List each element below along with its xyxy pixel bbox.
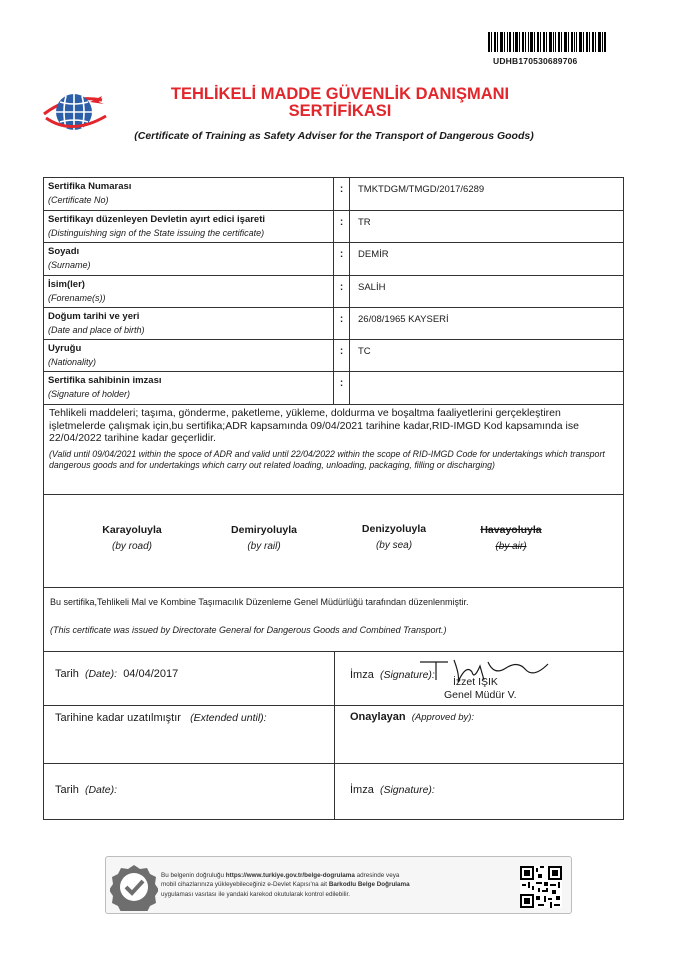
label-en: (Distinguishing sign of the State issuing the certificate) xyxy=(48,228,265,238)
issued-by-section xyxy=(43,588,624,652)
issued-text-en: (This certificate was issued by Directorate General for Dangerous Goods and Combined Transport.) xyxy=(50,625,447,635)
info-row-holder-signature xyxy=(44,372,623,404)
issued-text-tr: Bu sertifika,Tehlikeli Mal ve Kombine Taşımacılık Düzenleme Genel Müdürlüğü tarafından düzenlenmiştir. xyxy=(50,597,469,607)
info-colon: : xyxy=(334,308,350,339)
info-colon: : xyxy=(334,340,350,371)
holder-signature-value xyxy=(350,372,623,404)
label-en: (Date and place of birth) xyxy=(48,325,145,335)
info-label xyxy=(44,243,334,275)
approved-by xyxy=(350,711,474,723)
mode-rail xyxy=(214,524,314,552)
certificate-subtitle: (Certificate of Training as Safety Adviser for the Transport of Dangerous Goods) xyxy=(134,130,534,142)
mode-label-tr: Demiryoluyla xyxy=(231,524,297,536)
mode-sea xyxy=(344,523,444,551)
extended-label: Tarihine kadar uzatılmıştır xyxy=(55,712,181,724)
approved-label-en: (Approved by): xyxy=(411,712,475,723)
label-en: (Certificate No) xyxy=(48,195,109,205)
date-label: Tarih xyxy=(55,668,79,680)
label-en: (Forename(s)) xyxy=(48,293,106,303)
label-tr: Soyadı xyxy=(48,246,80,257)
verification-text xyxy=(161,871,516,899)
sign-label: İmza xyxy=(350,669,374,681)
barcode-number: UDHB170530689706 xyxy=(493,56,578,66)
verified-badge-icon xyxy=(110,863,158,911)
grid-divider-horizontal xyxy=(44,705,623,706)
grid-divider-vertical xyxy=(334,652,335,820)
date-value: 04/04/2017 xyxy=(123,668,179,680)
info-row-certificate-no xyxy=(44,178,623,211)
info-row-state-sign xyxy=(44,211,623,243)
globe-logo-icon xyxy=(40,84,110,136)
info-colon: : xyxy=(334,243,350,275)
validity-section xyxy=(43,403,624,495)
label-tr: Sertifika Numarası xyxy=(48,181,132,192)
holder-info-table xyxy=(43,177,624,405)
info-row-surname xyxy=(44,243,623,276)
second-signature xyxy=(350,784,435,796)
mode-air xyxy=(461,524,561,552)
date2-label: Tarih xyxy=(55,784,79,796)
title-line-1: TEHLİKELİ MADDE GÜVENLİK DANIŞMANI xyxy=(170,85,510,103)
sign2-label: İmza xyxy=(350,784,374,796)
forename-value: SALİH xyxy=(358,282,386,293)
barcode xyxy=(488,32,606,52)
signer-name: İzzet IŞIK xyxy=(453,676,498,688)
signer xyxy=(444,676,517,701)
certificate-title xyxy=(130,86,550,120)
extended-until xyxy=(55,712,267,724)
certificate-no-value: TMKTDGM/TMGD/2017/6289 xyxy=(358,184,485,195)
info-label xyxy=(44,178,334,210)
footer-text-1: Bu belgenin doğruluğu xyxy=(161,872,226,879)
info-colon: : xyxy=(334,276,350,307)
grid-divider-horizontal xyxy=(44,763,623,764)
issue-date xyxy=(55,668,178,680)
date-label-en: (Date): xyxy=(84,668,118,680)
verification-url[interactable]: https://www.turkiye.gov.tr/belge-dogrulama xyxy=(225,872,355,879)
signer-title: Genel Müdür V. xyxy=(444,688,517,701)
label-tr: Doğum tarihi ve yeri xyxy=(48,311,140,322)
info-row-forename xyxy=(44,276,623,308)
mode-label-tr: Karayoluyla xyxy=(102,524,162,536)
info-colon: : xyxy=(334,372,350,404)
sign-label-en: (Signature): xyxy=(379,669,435,681)
date2-label-en: (Date): xyxy=(84,784,118,796)
surname-value: DEMİR xyxy=(358,249,389,260)
footer-text-4: uygulaması vasıtası ile yandaki karekod okutularak kontrol edilebilir. xyxy=(161,890,351,898)
info-label xyxy=(44,276,334,307)
sign2-label-en: (Signature): xyxy=(379,784,435,796)
info-label xyxy=(44,372,334,404)
birth-value: 26/08/1965 KAYSERİ xyxy=(358,314,449,325)
label-tr: Uyruğu xyxy=(48,343,82,354)
title-line-2: SERTİFİKASI xyxy=(288,102,392,120)
info-row-nationality xyxy=(44,340,623,372)
mode-label-tr: Denizyoluyla xyxy=(361,523,427,535)
info-label xyxy=(44,211,334,242)
approved-label: Onaylayan xyxy=(350,711,406,723)
info-label xyxy=(44,308,334,339)
footer-text-3: mobil cihazlarınıza yükleyebileceğiniz e-Devlet Kapısı'na ait xyxy=(161,881,329,889)
app-name: Barkodlu Belge Doğrulama xyxy=(328,881,410,889)
label-en: (Surname) xyxy=(48,260,91,270)
label-tr: Sertifika sahibinin imzası xyxy=(48,375,162,386)
mode-label-tr: Havayoluyla xyxy=(480,524,542,536)
mode-label-en: (by sea) xyxy=(375,540,413,551)
verification-footer xyxy=(105,856,572,914)
nationality-value: TC xyxy=(358,346,371,357)
info-row-birth xyxy=(44,308,623,340)
footer-text-2: adresinde veya xyxy=(354,872,400,879)
label-en: (Nationality) xyxy=(48,357,97,367)
second-date xyxy=(55,784,117,796)
validity-text-tr: Tehlikeli maddeleri; taşıma, gönderme, paketleme, yükleme, doldurma ve boşaltma faaliyetlerini gerçekleştiren işletmelerde çalışmak için,bu sertifika;ADR kapsamında 09/04/2021 tarihine kadar,RID-IMGD Kod kapsamında ise 22/04/2022 tarihine kadar geçerlidir. xyxy=(49,407,579,444)
mode-road xyxy=(82,524,182,552)
mode-label-en: (by rail) xyxy=(247,541,281,552)
info-colon: : xyxy=(334,211,350,242)
qr-code-icon xyxy=(520,866,562,908)
validity-text-en: (Valid until 09/04/2021 within the spoce of ADR and valid until 22/04/2022 within the scope of RID-IMGD Code for undertakings which transport dangerous goods and for undertakings which carry out related loading, unloading, packaging, filling or discharging) xyxy=(49,448,605,470)
label-tr: Sertifikayı düzenleyen Devletin ayırt edici işareti xyxy=(48,214,266,225)
transport-modes xyxy=(43,495,624,588)
state-sign-value: TR xyxy=(358,217,371,228)
mode-label-en: (by air) xyxy=(495,541,527,552)
mode-label-en: (by road) xyxy=(111,541,152,552)
info-label xyxy=(44,340,334,371)
info-colon: : xyxy=(334,178,350,210)
label-tr: İsim(ler) xyxy=(48,279,85,290)
label-en: (Signature of holder) xyxy=(48,389,131,399)
extended-label-en: (Extended until): xyxy=(190,712,267,724)
